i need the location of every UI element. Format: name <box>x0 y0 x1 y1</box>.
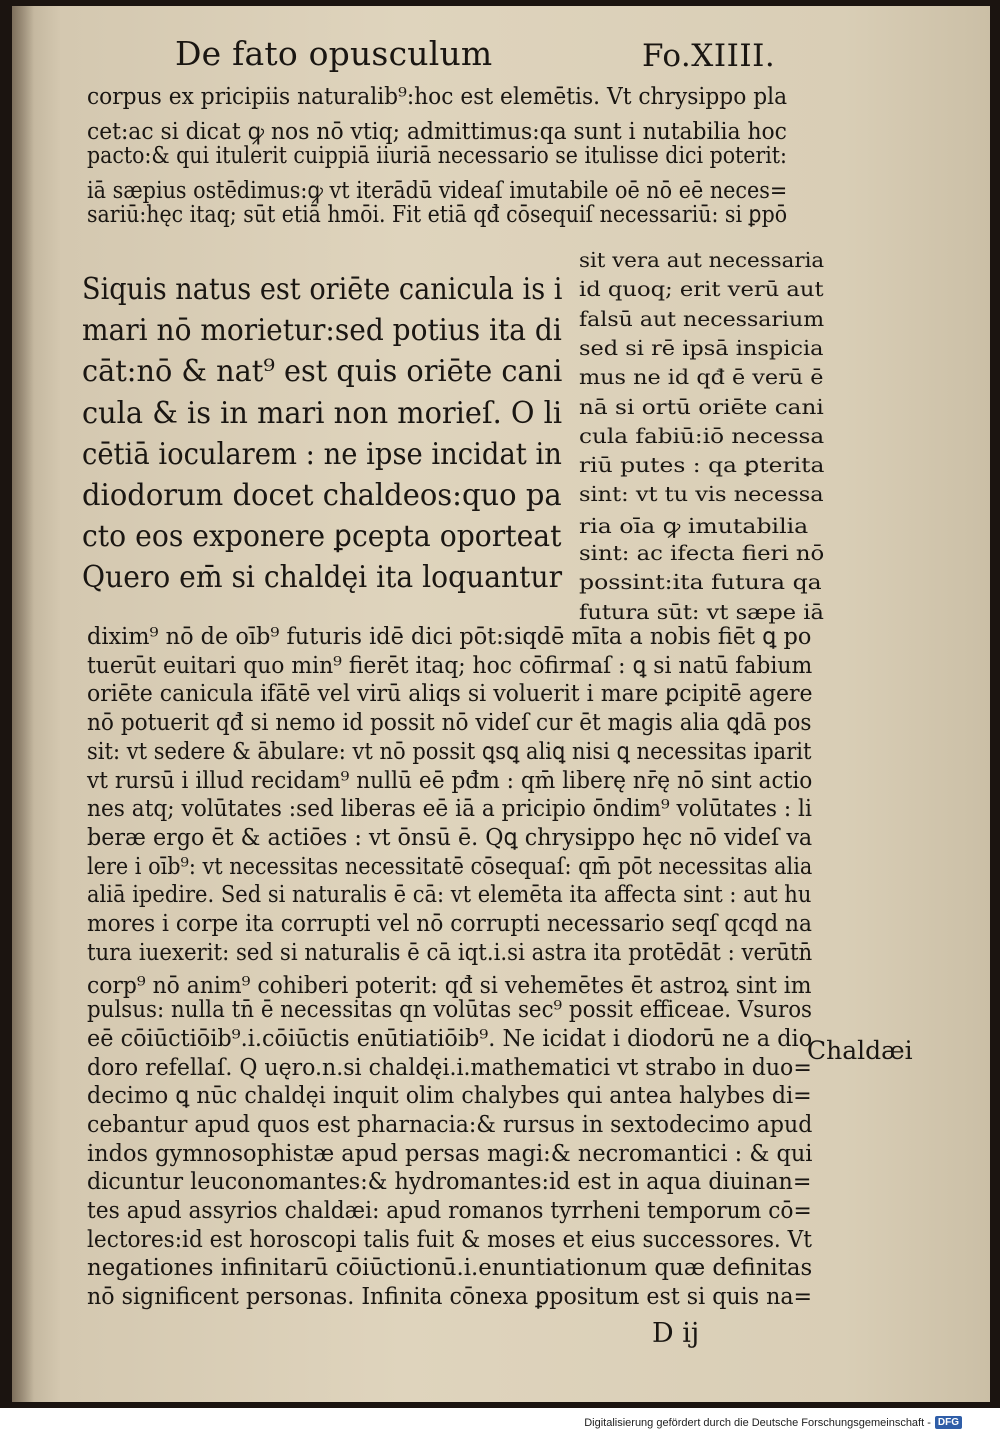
text-line: indos gymnosophistæ apud persas magi:& necromantici : & qui <box>87 1140 813 1167</box>
text-line: eē cōiūctiōib⁹.i.cōiūctis enūtiatiōib⁹. Ne icidat i diodorū ne a dio <box>87 1025 813 1052</box>
side-column-line: mus ne id qđ ē verū ē <box>579 365 824 390</box>
large-text-line: cētiā iocularem : ne ipse incidat in <box>82 436 562 472</box>
text-line: nō significent personas. Infinita cōnexa ꝑpositum est si quis na= <box>87 1284 813 1311</box>
text-line: dixim⁹ nō de oīb⁹ futuris idē dici pōt:siqdē mīta a nobis fiēt ꝗ po <box>87 624 812 650</box>
dfg-logo-icon: DFG <box>935 1416 962 1429</box>
text-line: tuerūt euitari quo min⁹ fierēt itaq; hoc cōfirmaſ : ꝗ si natū fabium <box>87 652 813 679</box>
large-text-line: diodorum docet chaldeos:quo pa <box>82 478 562 513</box>
large-text-line: Quero em̄ si chaldęi ita loquantur <box>82 560 563 596</box>
marginal-note: Chaldæi <box>807 1036 913 1065</box>
text-line: oriēte canicula ifātē vel virū aliqs si voluerit i mare ꝑcipitē agere <box>87 681 813 708</box>
text-line: negationes infinitarū cōiūctionū.i.enuntiationum quæ definitas <box>87 1255 813 1282</box>
text-line: aliā ipedire. Sed si naturalis ē cā: vt elemēta ita affecta sint : aut hu <box>87 882 812 909</box>
text-line: iā sæpius ostēdimus:ꝙ vt iterādū videaſ imutabile oē nō eē neces= <box>87 177 788 204</box>
text-line: sariū:hęc itaq; sūt etiā hmōi. Fit etiā qđ cōsequiſ necessariū: si ꝑpō <box>87 202 788 228</box>
large-text-line: mari nō morietur:sed potius ita di <box>82 313 562 349</box>
text-line: dicuntur leuconomantes:& hydromantes:id est in aqua diuinan= <box>87 1169 812 1196</box>
text-line: nes atq; volūtates :sed liberas eē iā a pricipio ōndim⁹ volūtates : li <box>87 796 812 823</box>
text-line: lectores:id est horoscopi talis fuit & moses et eius successores. Vt <box>87 1226 812 1253</box>
text-line: beræ ergo ēt & actiōes : vt ōnsū ē. Qꝗ chrysippo hęc nō videſ va <box>87 824 813 851</box>
large-text-line: cula & is in mari non morieſ. O li <box>82 395 563 431</box>
text-line: doro refellaſ. Q uęro.n.si chaldęi.i.mathematici vt strabo in duo= <box>87 1054 812 1081</box>
credit-text: Digitalisierung gefördert durch die Deutsche Forschungsgemeinschaft - <box>584 1416 931 1429</box>
running-title: De fato opusculum <box>175 34 493 73</box>
folio-number: Fo.XIIII. <box>642 38 776 74</box>
side-column-line: cula fabiū:iō necessa <box>579 423 825 448</box>
large-text-line: Siquis natus est oriēte canicula is i <box>82 272 563 307</box>
side-column-line: sint: vt tu vis necessa <box>579 482 824 507</box>
text-line: pulsus: nulla tn̄ ē necessitas qn volūtas sec⁹ possit efficeae. Vsuros <box>87 997 813 1024</box>
side-column-line: nā si ortū oriēte cani <box>579 394 824 419</box>
text-line: cet:ac si dicat ꝙ nos nō vtiq; admittimus:qa sunt i nutabilia hoc <box>87 118 787 145</box>
signature-mark: D ij <box>652 1318 700 1349</box>
side-column-line: sit vera aut necessaria <box>579 248 825 272</box>
text-line: decimo ꝗ nūc chaldęi inquit olim chalybes qui antea halybes di= <box>87 1083 812 1110</box>
side-column-line: sed si rē ipsā inspicia <box>579 335 824 360</box>
side-column-line: sint: ac ifecta fieri nō <box>579 541 825 565</box>
text-line: corpus ex pricipiis naturalib⁹:hoc est elemētis. Vt chrysippo pla <box>87 84 788 110</box>
large-text-line: cto eos exponere ꝑcepta oporteat <box>82 519 562 555</box>
text-line: nō potuerit qđ si nemo id possit nō videſ cur ēt magis alia ꝗdā pos <box>87 710 812 737</box>
side-column-line: futura sūt: vt sæpe iā <box>579 599 824 624</box>
side-column-line: possint:ita futura qa <box>579 570 822 595</box>
text-line: lere i oīb⁹: vt necessitas necessitatē cōsequaſ: qm̄ pōt necessitas alia <box>87 853 813 880</box>
side-column-line: id quoq; erit verū aut <box>579 277 824 302</box>
text-line: vt rursū i illud recidam⁹ nullū eē pđm : qm̄ liberę nr̄ę nō sint actio <box>87 767 813 794</box>
digitization-credit <box>584 1416 962 1429</box>
text-line: tura iuexerit: sed si naturalis ē cā iqt.i.si astra ita protēdāt : verūtn̄ <box>87 939 813 966</box>
large-text-line: cāt:nō & nat⁹ est quis oriēte cani <box>82 354 563 390</box>
text-line: corp⁹ nō anim⁹ cohiberi poterit: qđ si vehemētes ēt astroꝝ sint im <box>87 973 812 1000</box>
side-column-line: ria oīa ꝙ imutabilia <box>579 513 809 538</box>
text-line: pacto:& qui itulerit cuippiā iiuriā necessario se itulisse dici poterit: <box>87 143 787 169</box>
text-line: sit: vt sedere & ābulare: vt nō possit ꝗsꝗ aliꝗ nisi ꝗ necessitas iparit <box>87 738 812 765</box>
side-column-line: falsū aut necessarium <box>579 306 825 331</box>
page-gutter-shadow <box>12 6 34 1402</box>
text-line: mores i corpe ita corrupti vel nō corrupti necessario seqſ qcqd na <box>87 911 813 937</box>
book-page <box>12 6 990 1402</box>
text-line: tes apud assyrios chaldæi: apud romanos tyrrheni temporum cō= <box>87 1198 812 1224</box>
side-column-line: riū putes : qa ꝑterita <box>579 453 825 478</box>
text-line: cebantur apud quos est pharnacia:& rursus in sextodecimo apud <box>87 1111 813 1138</box>
